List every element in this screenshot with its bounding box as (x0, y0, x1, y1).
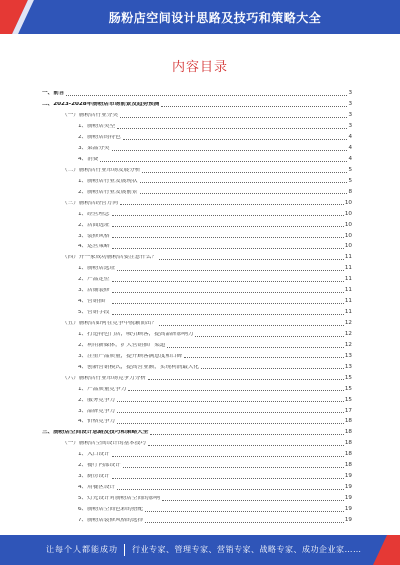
toc-dot-leader (117, 401, 344, 402)
toc-entry[interactable] (42, 119, 352, 130)
toc-entry[interactable] (42, 370, 352, 381)
toc-dot-leader (140, 182, 348, 183)
toc-dot-leader (123, 467, 344, 468)
toc-entry-page: 17 (344, 407, 352, 414)
toc-entry-page: 19 (344, 505, 352, 512)
toc-entry-label: 2、服务竞争力 (78, 397, 116, 403)
toc-entry-page: 10 (344, 221, 352, 228)
toc-entry-label: 2、餐厅内部设计 (78, 463, 121, 469)
toc-entry[interactable] (42, 502, 352, 513)
toc-entry-page: 10 (344, 210, 352, 217)
toc-entry-page: 11 (344, 265, 352, 272)
toc-entry[interactable] (42, 86, 352, 97)
toc-entry-page: 11 (344, 287, 352, 294)
toc-entry[interactable] (42, 272, 352, 283)
toc-dot-leader (195, 336, 343, 337)
toc-entry-label: 6、肠粉店空间色彩的搭配 (78, 506, 144, 512)
toc-dot-leader (148, 445, 344, 446)
toc-dot-leader (120, 117, 347, 118)
toc-entry-page: 18 (344, 440, 352, 447)
toc-entry-label: 2、产品定位 (78, 277, 110, 283)
toc-dot-leader (148, 379, 344, 380)
toc-entry-label: （四）开一家成功肠粉店要注意什么？ (62, 255, 158, 261)
toc-entry-page: 11 (344, 276, 352, 283)
toc-entry[interactable] (42, 130, 352, 141)
document-title: 肠粉店空间设计思路及技巧和策略大全 (108, 11, 322, 25)
toc-entry-label: 5、营销手段 (78, 310, 110, 316)
toc-dot-leader (162, 500, 344, 501)
toc-dot-leader (145, 511, 344, 512)
toc-entry-label: （三）肠粉店经营方向 (62, 200, 118, 206)
toc-entry-label: 3、菜品分类 (78, 146, 110, 152)
toc-entry-label: 三、肠粉店空间设计思路及技巧和策略大全 (42, 430, 149, 436)
toc-entry-page: 5 (348, 166, 352, 173)
toc-dot-leader (112, 215, 344, 216)
toc-entry-label: 4、创新营销模式，提高营业额，实现利润最大化 (78, 364, 200, 370)
toc-entry-page: 11 (344, 254, 352, 261)
toc-dot-leader (117, 270, 344, 271)
toc-entry-page: 13 (344, 352, 352, 359)
toc-dot-leader (112, 292, 344, 293)
toc-entry[interactable] (42, 228, 352, 239)
toc-entry[interactable] (42, 250, 352, 261)
toc-dot-leader (112, 150, 348, 151)
toc-entry-label: 4、用餐区设计 (78, 485, 116, 491)
toc-entry-label: 2、利用新媒体，扩大营销推广渠道 (78, 342, 166, 348)
toc-entry-label: 3、装修风格 (78, 233, 110, 239)
footer-red-corner (373, 535, 400, 565)
toc-entry-page: 10 (344, 243, 352, 250)
toc-entry-page: 5 (348, 177, 352, 184)
toc-dot-leader (120, 204, 344, 205)
toc-dot-leader (117, 128, 347, 129)
toc-entry-page: 19 (344, 473, 352, 480)
toc-entry[interactable] (42, 305, 352, 316)
toc-entry-label: 1、肠粉店行业发展现状 (78, 178, 138, 184)
toc-entry-label: （一）肠粉店空间设计的基本技巧 (62, 441, 146, 447)
toc-entry[interactable] (42, 97, 352, 108)
toc-entry-page: 15 (344, 374, 352, 381)
toc-dot-leader (112, 303, 344, 304)
toc-entry-page: 10 (344, 232, 352, 239)
toc-entry[interactable] (42, 206, 352, 217)
toc-entry[interactable] (42, 152, 352, 163)
toc-entry-page: 12 (344, 330, 352, 337)
toc-entry[interactable] (42, 349, 352, 360)
toc-entry-page: 18 (344, 418, 352, 425)
footer-experts: 行业专家、管理专家、营销专家、战略专家、成功企业家…… (132, 545, 362, 554)
toc-entry-page: 15 (344, 396, 352, 403)
toc-entry-label: 4、营销推广 (78, 299, 110, 305)
toc-dot-leader (159, 325, 344, 326)
toc-dot-leader (140, 193, 348, 194)
toc-entry-page: 18 (344, 429, 352, 436)
toc-entry-label: 2、肠粉店行业发展前景 (78, 189, 138, 195)
toc-entry[interactable] (42, 239, 352, 250)
toc-entry-page: 18 (344, 462, 352, 469)
footer-divider (124, 544, 125, 556)
toc-entry-label: 1、入口设计 (78, 452, 110, 458)
toc-entry[interactable] (42, 392, 352, 403)
toc-entry-label: 4、运营策略 (78, 244, 110, 250)
toc-entry-page: 19 (344, 495, 352, 502)
toc-entry-page: 12 (344, 320, 352, 327)
toc-dot-leader (167, 347, 343, 348)
toc-entry[interactable] (42, 447, 352, 458)
toc-dot-leader (150, 434, 344, 435)
toc-dot-leader (66, 95, 347, 96)
toc-entry-label: （五）肠粉店如何在竞争中脱颖而出？ (62, 321, 158, 327)
toc-entry[interactable] (42, 359, 352, 370)
toc-entry[interactable] (42, 184, 352, 195)
toc-dot-leader (117, 489, 344, 490)
toc-entry-label: 一、前言 (42, 91, 65, 97)
toc-entry-page: 19 (344, 516, 352, 523)
toc-entry-page: 13 (344, 363, 352, 370)
toc-entry-label: 1、肠粉店类型 (78, 124, 116, 130)
toc-entry-page: 18 (344, 451, 352, 458)
toc-entry-page: 3 (348, 90, 352, 97)
toc-dot-leader (100, 161, 347, 162)
toc-entry[interactable] (42, 163, 352, 174)
toc-entry-page: 19 (344, 484, 352, 491)
toc-entry[interactable] (42, 141, 352, 152)
toc-dot-leader (112, 226, 344, 227)
toc-dot-leader (117, 412, 344, 413)
toc-entry-label: 3、品牌竞争力 (78, 408, 116, 414)
toc-entry[interactable] (42, 217, 352, 228)
toc-entry-page: 3 (348, 123, 352, 130)
toc-entry-label: （一）肠粉店行业分类 (62, 113, 118, 119)
toc-dot-leader (112, 314, 344, 315)
toc-dot-leader (112, 248, 344, 249)
toc-entry[interactable] (42, 480, 352, 491)
toc-entry-page: 4 (348, 155, 352, 162)
toc-entry[interactable] (42, 195, 352, 206)
toc-entry-page: 12 (344, 341, 352, 348)
toc-dot-leader (112, 281, 344, 282)
toc-entry-label: 3、厨房设计 (78, 474, 110, 480)
toc-entry[interactable] (42, 294, 352, 305)
toc-entry-label: 3、注重产品质量，提升顾客满意度和口碑 (78, 353, 183, 359)
toc-entry-page: 4 (348, 145, 352, 152)
toc-dot-leader (117, 423, 344, 424)
toc-entry[interactable] (42, 174, 352, 185)
toc-dot-leader (112, 456, 344, 457)
toc-entry-page: 11 (344, 298, 352, 305)
toc-entry[interactable] (42, 261, 352, 272)
toc-entry[interactable] (42, 316, 352, 327)
toc-entry[interactable] (42, 491, 352, 502)
toc-entry-page: 8 (348, 188, 352, 195)
toc-entry[interactable] (42, 108, 352, 119)
toc-entry-label: 1、肠粉店选址 (78, 266, 116, 272)
toc-entry-page: 15 (344, 385, 352, 392)
table-of-contents (42, 86, 352, 524)
toc-entry[interactable] (42, 338, 352, 349)
toc-entry-label: 1、产品质量竞争力 (78, 386, 127, 392)
toc-entry[interactable] (42, 327, 352, 338)
toc-dot-leader (201, 368, 344, 369)
toc-entry-label: 2、店面选址 (78, 222, 110, 228)
toc-entry-label: 1、经营理念 (78, 211, 110, 217)
toc-dot-leader (112, 237, 344, 238)
toc-entry[interactable] (42, 469, 352, 480)
toc-entry-label: 7、肠粉店装修风格的选择 (78, 517, 144, 523)
toc-entry[interactable] (42, 381, 352, 392)
toc-dot-leader (123, 139, 348, 140)
toc-entry-label: 二、2023-2028年肠粉店市场前景及趋势预测 (42, 102, 160, 108)
toc-dot-leader (184, 357, 344, 358)
toc-entry-label: 3、店铺装修 (78, 288, 110, 294)
toc-dot-leader (142, 172, 347, 173)
toc-entry-label: （六）肠粉店行业市场竞争力分析 (62, 375, 146, 381)
toc-dot-leader (145, 522, 344, 523)
toc-entry[interactable] (42, 403, 352, 414)
toc-entry[interactable] (42, 414, 352, 425)
toc-entry-page: 3 (348, 101, 352, 108)
toc-dot-leader (159, 259, 344, 260)
toc-entry-label: 4、价格竞争力 (78, 419, 116, 425)
toc-entry-label: 4、消费 (78, 156, 99, 162)
toc-entry-page: 3 (348, 112, 352, 119)
toc-entry-label: 2、肠粉店的特色 (78, 135, 121, 141)
toc-entry-label: 5、灯光设计对肠粉店空间的影响 (78, 496, 160, 502)
toc-entry-page: 11 (344, 309, 352, 316)
toc-heading: 内容目录 (171, 60, 228, 75)
toc-entry[interactable] (42, 458, 352, 469)
page-header (0, 0, 400, 34)
page-footer (0, 535, 400, 565)
toc-dot-leader (128, 390, 344, 391)
footer-slogan: 让每个人都能成功 (46, 545, 118, 554)
toc-entry[interactable] (42, 283, 352, 294)
toc-dot-leader (112, 478, 344, 479)
toc-entry-page: 4 (348, 134, 352, 141)
toc-entry[interactable] (42, 425, 352, 436)
toc-dot-leader (161, 106, 347, 107)
toc-entry[interactable] (42, 436, 352, 447)
toc-entry[interactable] (42, 513, 352, 524)
toc-entry-label: （二）肠粉店行业市场发展分析 (62, 167, 141, 173)
toc-entry-label: 1、打造特色门店，吸引顾客，提高品牌影响力 (78, 331, 194, 337)
toc-entry-page: 10 (344, 199, 352, 206)
